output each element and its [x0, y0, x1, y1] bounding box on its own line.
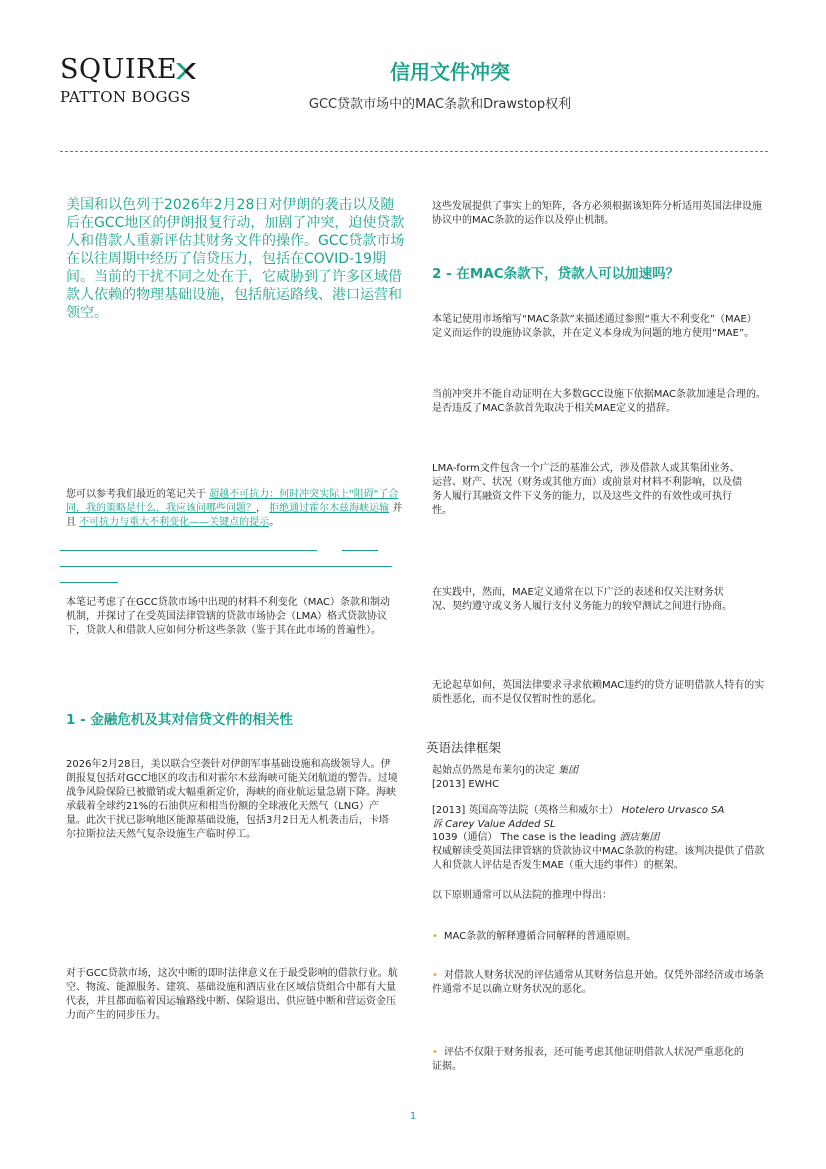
- header-divider: [60, 151, 768, 152]
- ref-link-mac-vs-fm[interactable]: 不可抗力与重大不利变化——关键点的提示: [79, 517, 270, 528]
- logo-wordmark: SQUIRE: [60, 54, 178, 85]
- bullet-icon: •: [432, 931, 438, 942]
- case-line-3-text: [2013] 英国高等法院（英格兰和威尔士）: [432, 805, 619, 816]
- case-line-3-italic: Hotelero Urvasco SA: [621, 805, 725, 816]
- logo-subline: PATTON BOGGS: [60, 88, 191, 106]
- section-1-paragraph-1: 2026年2月28日，美以联合空袭针对伊朗军事基础设施和高级领导人。伊朗报复包括对GCC地区的攻击和对霍尔木兹海峡可能关闭航道的警告。过境战争风险保险已被撤销或大幅重新定价，海峡的商业航运量急剧下降。海峡承载着全球约21%的石油供应和相当份额的全球液化天然气（LNG）产量。此次干扰已影响地区能源基础设施，包括3月2日无人机袭击后，卡塔尔拉斯拉法天然气复杂设施生产临时停工。: [66, 759, 398, 840]
- right-paragraph-5: 在实践中，然而，MAE定义通常在以下广泛的表述和仅关注财务状况、契约遵守或义务人履行支付义务能力的较窄测试之间进行协商。: [432, 587, 732, 612]
- case-line-1: [432, 764, 762, 778]
- right-paragraph-6: 无论起草如何，英国法律要求寻求依赖MAC违约的贷方证明借款人特有的实质性恶化，而不是仅仅暂时性的恶化。: [432, 680, 765, 705]
- references-paragraph: [66, 488, 406, 530]
- case-line-5-italic: 酒店集团: [619, 832, 660, 843]
- case-line-1-text: 起始点仍然是布莱尔J的决定: [432, 765, 555, 776]
- case-line-3: [432, 804, 766, 818]
- section-1-heading: 1 - 金融危机及其对信贷文件的相关性: [66, 712, 293, 728]
- case-line-2: [2013] EWHC: [432, 779, 500, 790]
- intro-paragraph: 本笔记考虑了在GCC贷款市场中出现的材料不利变化（MAC）条款和制动机制，并探讨了在受英国法律管辖的贷款市场协会（LMA）格式贷款协议下，贷款人和借款人应如何分析这些条款（鉴于其在此市场的普遍性）。: [66, 597, 390, 636]
- principle-2-text: 对借款人财务状况的评估通常从其财务信息开始。仅凭外部经济或市场条件通常不足以确立财务状况的恶化。: [432, 970, 764, 995]
- principle-bullet-3: [432, 1046, 752, 1074]
- principle-3-text: 评估不仅限于财务报表，还可能考虑其他证明借款人状况严重恶化的证据。: [432, 1047, 744, 1072]
- ref-prefix: 您可以参考我们最近的笔记关于: [66, 489, 206, 500]
- framework-heading: 英语法律框架: [426, 740, 502, 755]
- case-line-5: [432, 831, 766, 845]
- case-line-1-italic: 集团: [558, 765, 579, 776]
- case-line-5b-text: The case is the leading: [500, 832, 617, 843]
- ref-and: 并且: [66, 503, 403, 528]
- principle-1-text: MAC条款的解释遵循合同解释的普通原则。: [443, 931, 637, 942]
- ref-link-force-majeure[interactable]: 超越不可抗力：何时冲突实际上"阻碍"了合同，我的策略是什么，我应该问哪些问题？: [66, 489, 399, 514]
- bullet-icon: •: [432, 1047, 438, 1058]
- case-line-4: [432, 818, 762, 832]
- principle-bullet-2: [432, 969, 766, 997]
- ref-end: 。: [269, 517, 280, 528]
- page-number: 1: [409, 1111, 417, 1122]
- logo-mark-icon: [174, 60, 198, 82]
- page-title: 信用文件冲突: [390, 60, 510, 84]
- ref-comma: ，: [256, 503, 266, 514]
- right-paragraph-3: 当前冲突并不能自动证明在大多数GCC设施下依据MAC条款加速是合理的。是否违反了MAC条款首先取决于相关MAE定义的措辞。: [432, 389, 766, 414]
- right-paragraph-2: 本笔记使用市场缩写“MAC条款”来描述通过参照“重大不利变化”（MAE）定义而运作的设施协议条款，并在定义本身成为问题的地方使用“MAE”。: [432, 314, 757, 339]
- section-2-heading: 2 - 在MAC条款下，贷款人可以加速吗？: [432, 266, 680, 282]
- case-line-6: 权威解读受英国法律管辖的贷款协议中MAC条款的构建。该判决提供了借款人和贷款人评估是否发生MAE（重大违约事件）的框架。: [432, 846, 765, 871]
- section-1-paragraph-2: 对于GCC贷款市场，这次中断的即时法律意义在于最受影响的借款行业。航空、物流、能源服务、建筑、基础设施和酒店业在区域信贷组合中都有大量代表，并且都面临着因运输路线中断、保险退出、供应链中断和营运资金压力而产生的同步压力。: [66, 968, 398, 1021]
- principles-intro: 以下原则通常可以从法院的推理中得出：: [432, 890, 612, 901]
- right-paragraph-4: LMA-form文件包含一个广泛的基准公式，涉及借款人或其集团业务、运营、财产、状况（财务或其他方面）或前景对材料不利影响，以及债务人履行其融资文件下义务的能力，以及这些文件的有效性或可执行性。: [432, 463, 742, 516]
- principle-bullet-1: [432, 930, 766, 944]
- case-line-4-italic: 诉 Carey Value Added SL: [432, 819, 556, 830]
- case-line-5-text: 1039（通信）: [432, 832, 498, 843]
- lead-paragraph: 美国和以色列于2026年2月28日对伊朗的袭击以及随后在GCC地区的伊朗报复行动，加剧了冲突，迫使贷款人和借款人重新评估其财务文件的操作。GCC贷款市场在以往周期中经历了信贷压力，包括在COVID-19期间。当前的干扰不同之处在于，它威胁到了许多区域借款人依赖的物理基础设施，包括航运路线、港口运营和领空。: [66, 197, 405, 321]
- right-paragraph-1: 这些发展提供了事实上的矩阵，各方必须根据该矩阵分析适用英国法律设施协议中的MAC条款的运作以及停止机制。: [432, 201, 762, 226]
- page-subtitle: GCC贷款市场中的MAC条款和Drawstop权利: [308, 97, 572, 112]
- bullet-icon: •: [432, 970, 438, 981]
- ref-link-hormuz[interactable]: 拒绝通过霍尔木兹海峡运输: [269, 503, 390, 514]
